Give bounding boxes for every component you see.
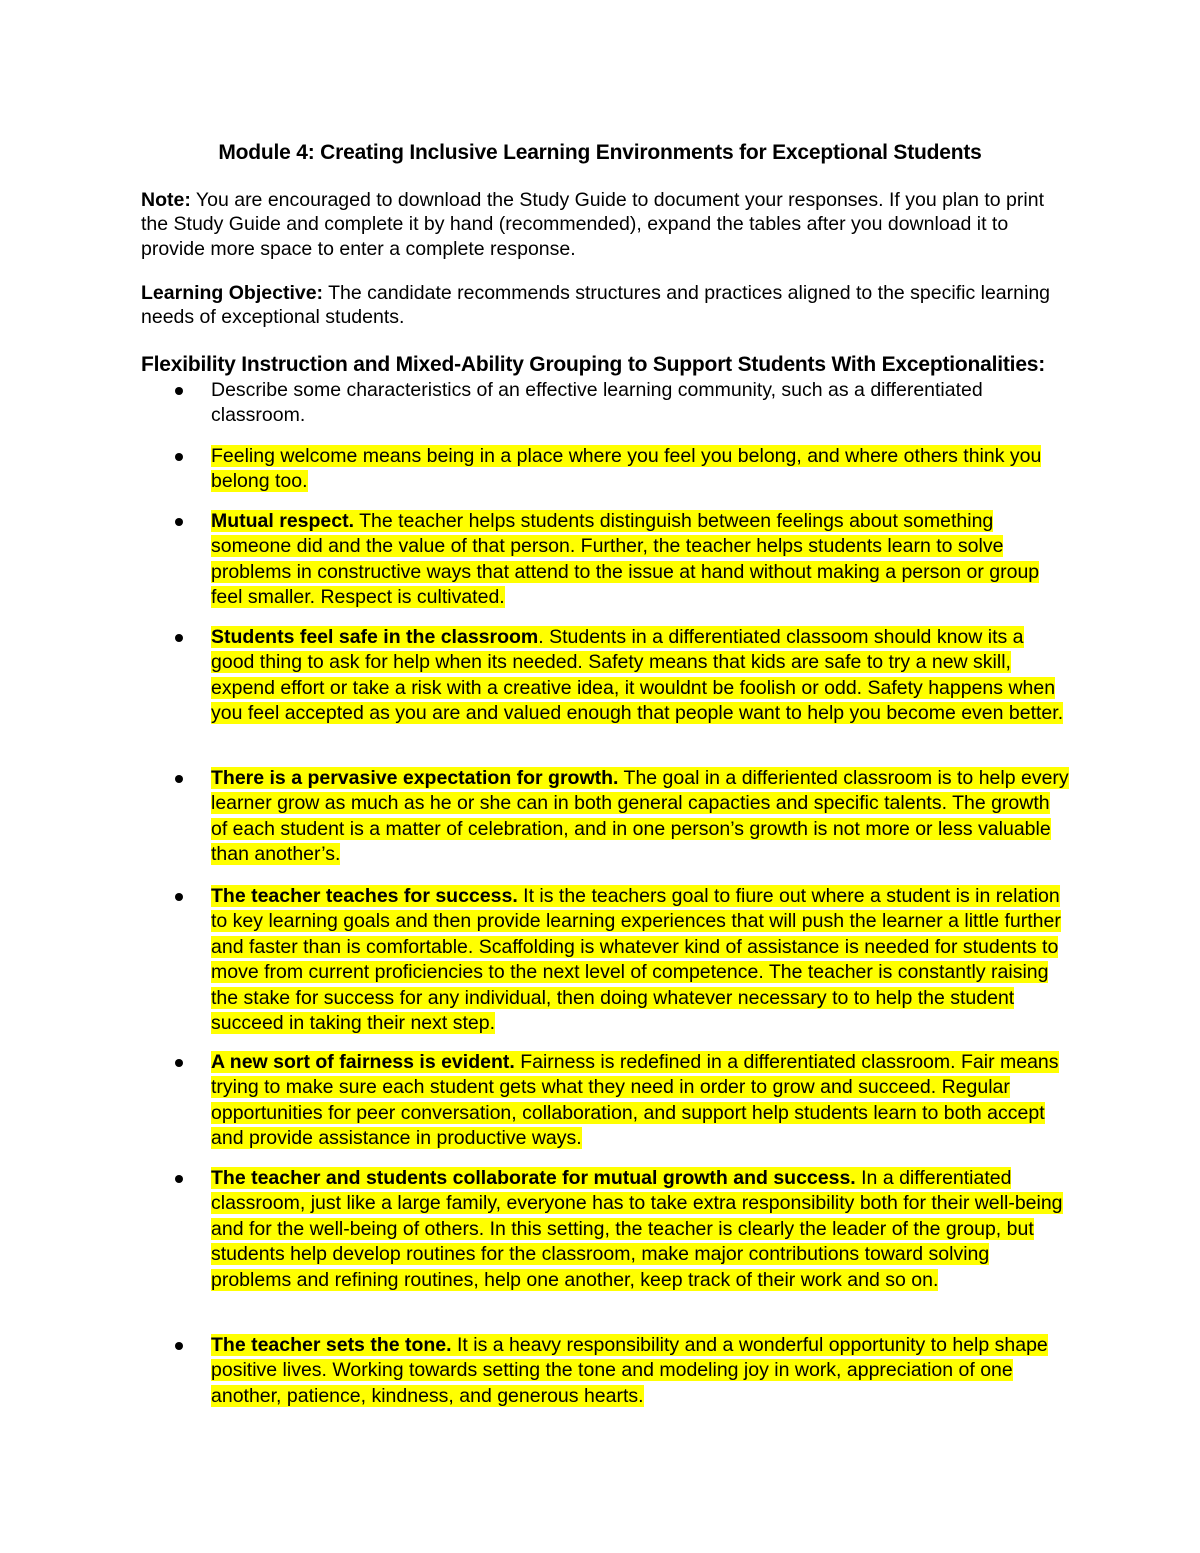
bullet-item: [211, 444, 1071, 495]
bullet-highlight: [211, 626, 1063, 724]
bullet-text: In a differentiated classroom, just like a large family, everyone has to take extra responsibility both for their well-being and for the well-being of others. In this setting, the teacher is clearly the leader of the group, but students help develop routines for the classroom, make major contributions toward solving problems and refining routines, help one another, keep track of their work and so on.: [211, 1167, 1063, 1291]
bullet-bold-text: A new sort of fairness is evident.: [211, 1051, 515, 1073]
note-paragraph: [141, 188, 1061, 261]
section-heading: Flexibility Instruction and Mixed-Ability Grouping to Support Students With Exceptionalities:: [141, 353, 1046, 376]
bullet-text: Feeling welcome means being in a place where you feel you belong, and where others think you belong too.: [211, 445, 1042, 493]
bullet-icon: [175, 1175, 183, 1183]
bullet-icon: [175, 453, 183, 461]
bullet-item: [211, 378, 1071, 429]
bullet-item: [211, 1333, 1071, 1409]
bullet-item: [211, 625, 1071, 727]
bullet-highlight: [211, 1167, 1063, 1291]
bullet-highlight: [211, 1051, 1059, 1149]
learning-objective-text: The candidate recommends structures and practices aligned to the specific learning needs of exceptional students.: [141, 282, 1051, 329]
bullet-text-wrapper: [211, 379, 983, 426]
bullet-icon: [175, 1059, 183, 1067]
bullet-bold-text: The teacher sets the tone.: [211, 1334, 452, 1356]
bullet-icon: [175, 518, 183, 526]
bullet-icon: [175, 634, 183, 642]
bullet-highlight: [211, 445, 1041, 492]
bullet-icon: [175, 775, 183, 783]
bullet-icon: [175, 387, 183, 395]
bullet-item: [211, 884, 1071, 1036]
bullet-highlight: [211, 767, 1069, 865]
document-title: Module 4: Creating Inclusive Learning Environments for Exceptional Students: [218, 141, 982, 164]
bullet-highlight: [211, 1334, 1048, 1407]
bullet-text: The goal in a differiented classroom is to help every learner grow as much as he or she can in both general capacties and specific talents. The growth of each student is a matter of celebration, and in one person’s growth is not more or less valuable than another’s.: [211, 767, 1069, 866]
bullet-item: [211, 1166, 1071, 1293]
bullet-icon: [175, 1342, 183, 1350]
note-text: You are encouraged to download the Study Guide to document your responses. If you plan to print the Study Guide and complete it by hand (recommended), expand the tables after you download it to provide more space to enter a complete response.: [141, 189, 1044, 260]
bullet-text: It is a heavy responsibility and a wonderful opportunity to help shape positive lives. Working towards setting the tone and modeling joy in work, appreciation of one another, patience, kindness, and generous hearts.: [211, 1334, 1048, 1407]
bullet-item: [211, 509, 1071, 611]
bullet-bold-text: The teacher and students collaborate for mutual growth and success.: [211, 1167, 856, 1189]
bullet-item: [211, 1050, 1071, 1152]
learning-objective-label: Learning Objective:: [141, 282, 324, 304]
note-label: Note:: [141, 189, 191, 211]
bullet-text: Fairness is redefined in a differentiated classroom. Fair means trying to make sure each student gets what they need in order to grow and succeed. Regular opportunities for peer conversation, collaboration, and support help students learn to both accept and provide assistance in productive ways.: [211, 1051, 1059, 1150]
bullet-bold-text: There is a pervasive expectation for growth.: [211, 767, 619, 789]
bullet-bold-text: Mutual respect.: [211, 510, 355, 532]
bullet-highlight: [211, 885, 1061, 1034]
learning-objective-paragraph: [141, 281, 1061, 330]
bullet-text: . Students in a differentiated classoom should know its a good thing to ask for help when its needed. Safety means that kids are safe to try a new skill, expend effort or take a risk with a creative idea, it wouldnt be foolish or odd. Safety happens when you feel accepted as you are and valued enough that people want to help you become even better.: [211, 626, 1064, 725]
bullet-highlight: [211, 510, 1039, 608]
bullet-item: [211, 766, 1071, 868]
bullet-text: The teacher helps students distinguish between feelings about something someone did and the value of that person. Further, the teacher helps students learn to solve problems in constructive ways that attend to the issue at hand without making a person or group feel smaller. Respect is cultivated.: [211, 510, 1040, 609]
bullet-text: Describe some characteristics of an effective learning community, such as a differentiated classroom.: [211, 379, 983, 427]
bullet-bold-text: The teacher teaches for success.: [211, 885, 518, 907]
bullet-icon: [175, 893, 183, 901]
bullet-bold-text: Students feel safe in the classroom: [211, 626, 539, 648]
bullet-text: It is the teachers goal to fiure out where a student is in relation to key learning goals and then provide learning experiences that will push the learner a little further and faster than is comfortable. Scaffolding is whatever kind of assistance is needed for students to move from current proficiencies to the next level of competence. The teacher is constantly raising the stake for success for any individual, then doing whatever necessary to to help the student succeed in taking their next step.: [211, 885, 1061, 1035]
